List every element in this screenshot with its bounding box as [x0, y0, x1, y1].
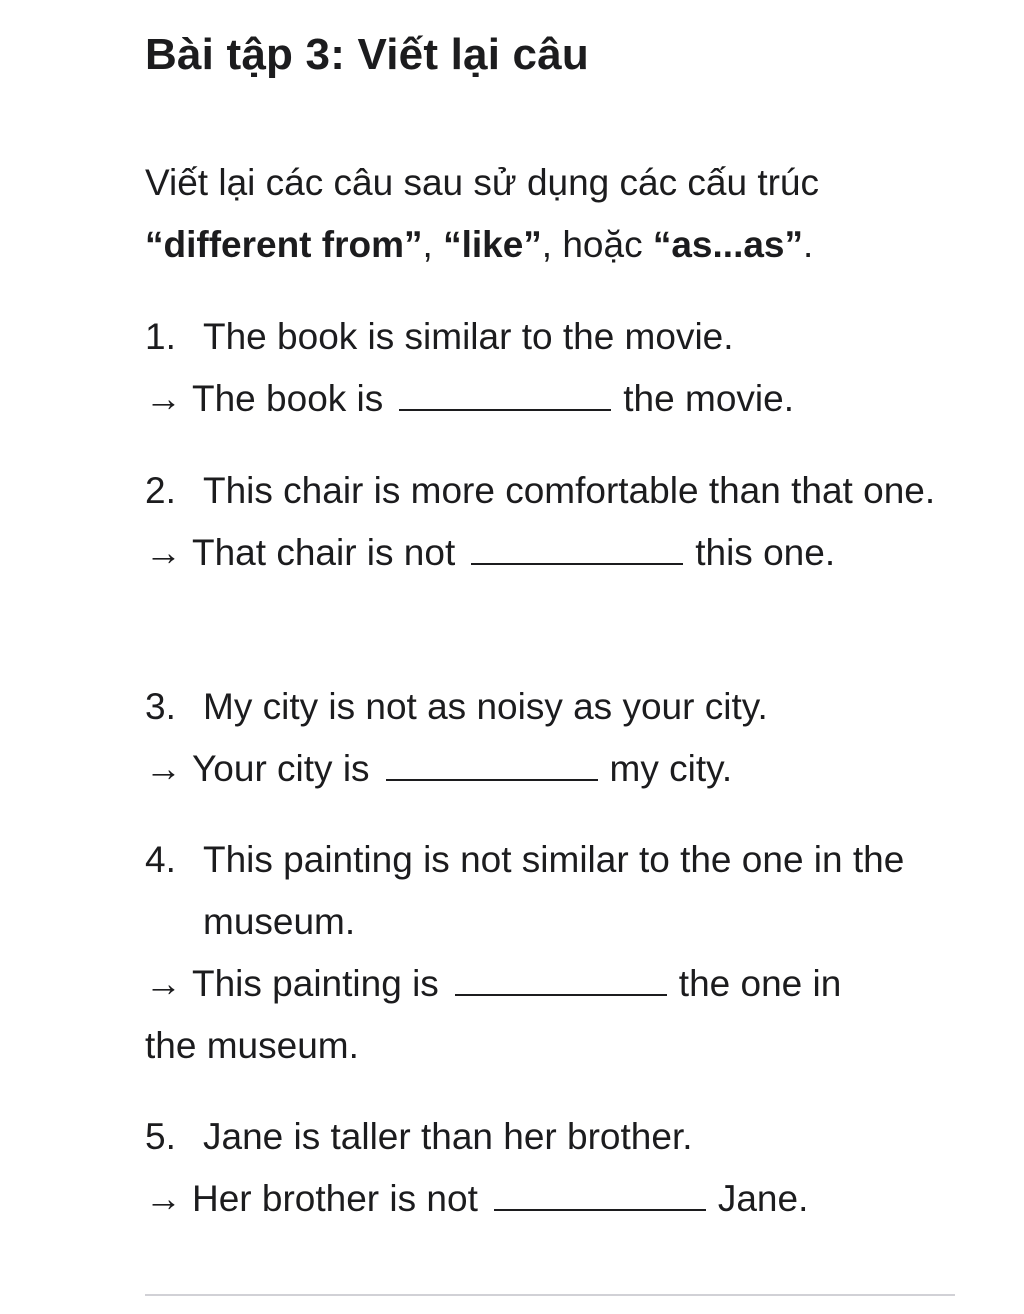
exercise-sentence: My city is not as noisy as your city. — [203, 686, 768, 727]
instructions-end: . — [803, 224, 814, 265]
exercise-number: 2. — [145, 470, 176, 511]
answer-before: This painting is — [192, 963, 439, 1004]
answer-before: Her brother is not — [192, 1178, 478, 1219]
exercise-4 — [145, 829, 965, 1077]
exercise-answer-line — [145, 1168, 965, 1230]
answer-blank[interactable] — [494, 1175, 706, 1211]
exercise-answer-line — [145, 368, 965, 430]
exercise-answer-line — [145, 738, 965, 800]
option-different-from: “different from” — [145, 224, 423, 265]
exercise-question — [145, 1106, 965, 1168]
worksheet — [145, 24, 965, 1219]
exercise-sentence: Jane is taller than her brother. — [203, 1116, 693, 1157]
answer-before: Your city is — [192, 748, 370, 789]
exercise-sentence: This chair is more comfortable than that one. — [203, 470, 936, 511]
answer-before: That chair is not — [192, 532, 456, 573]
exercise-5 — [145, 1106, 965, 1230]
arrow-right-icon: → — [145, 378, 182, 419]
answer-after: the one in — [678, 963, 842, 1004]
answer-continuation: the museum. — [145, 1025, 359, 1066]
answer-after: the movie. — [623, 378, 794, 419]
exercise-answer-line — [145, 953, 965, 1015]
answer-blank[interactable] — [471, 529, 683, 565]
exercise-question — [145, 829, 965, 953]
option-like: “like” — [443, 224, 542, 265]
bottom-divider — [145, 1294, 955, 1296]
exercise-sentence: This painting is not similar to the one in the museum. — [203, 839, 905, 942]
instructions-sep-2: , hoặc — [541, 224, 653, 265]
option-as-as: “as...as” — [652, 224, 804, 265]
exercise-question — [145, 460, 965, 522]
exercise-question — [145, 306, 965, 368]
exercise-sentence: The book is similar to the movie. — [203, 316, 734, 357]
answer-blank[interactable] — [455, 960, 667, 996]
answer-blank[interactable] — [399, 375, 611, 411]
arrow-right-icon: → — [145, 963, 182, 1004]
page-title: Bài tập 3: Viết lại câu — [145, 30, 589, 79]
exercise-3 — [145, 676, 965, 800]
exercise-number: 3. — [145, 686, 176, 727]
exercise-number: 4. — [145, 839, 176, 880]
exercise-2 — [145, 460, 965, 584]
instructions — [145, 152, 965, 276]
arrow-right-icon: → — [145, 532, 182, 573]
answer-after: this one. — [695, 532, 836, 573]
exercise-answer-line — [145, 522, 965, 584]
instructions-prefix: Viết lại các câu sau sử dụng các cấu trúc — [145, 162, 820, 203]
exercise-number: 1. — [145, 316, 176, 357]
answer-after: Jane. — [717, 1178, 809, 1219]
answer-before: The book is — [192, 378, 384, 419]
answer-blank[interactable] — [386, 745, 598, 781]
answer-after: my city. — [609, 748, 733, 789]
exercise-1 — [145, 306, 965, 430]
instructions-sep-1: , — [422, 224, 444, 265]
exercise-number: 5. — [145, 1116, 176, 1157]
exercise-question — [145, 676, 965, 738]
arrow-right-icon: → — [145, 748, 182, 789]
arrow-right-icon: → — [145, 1178, 182, 1219]
